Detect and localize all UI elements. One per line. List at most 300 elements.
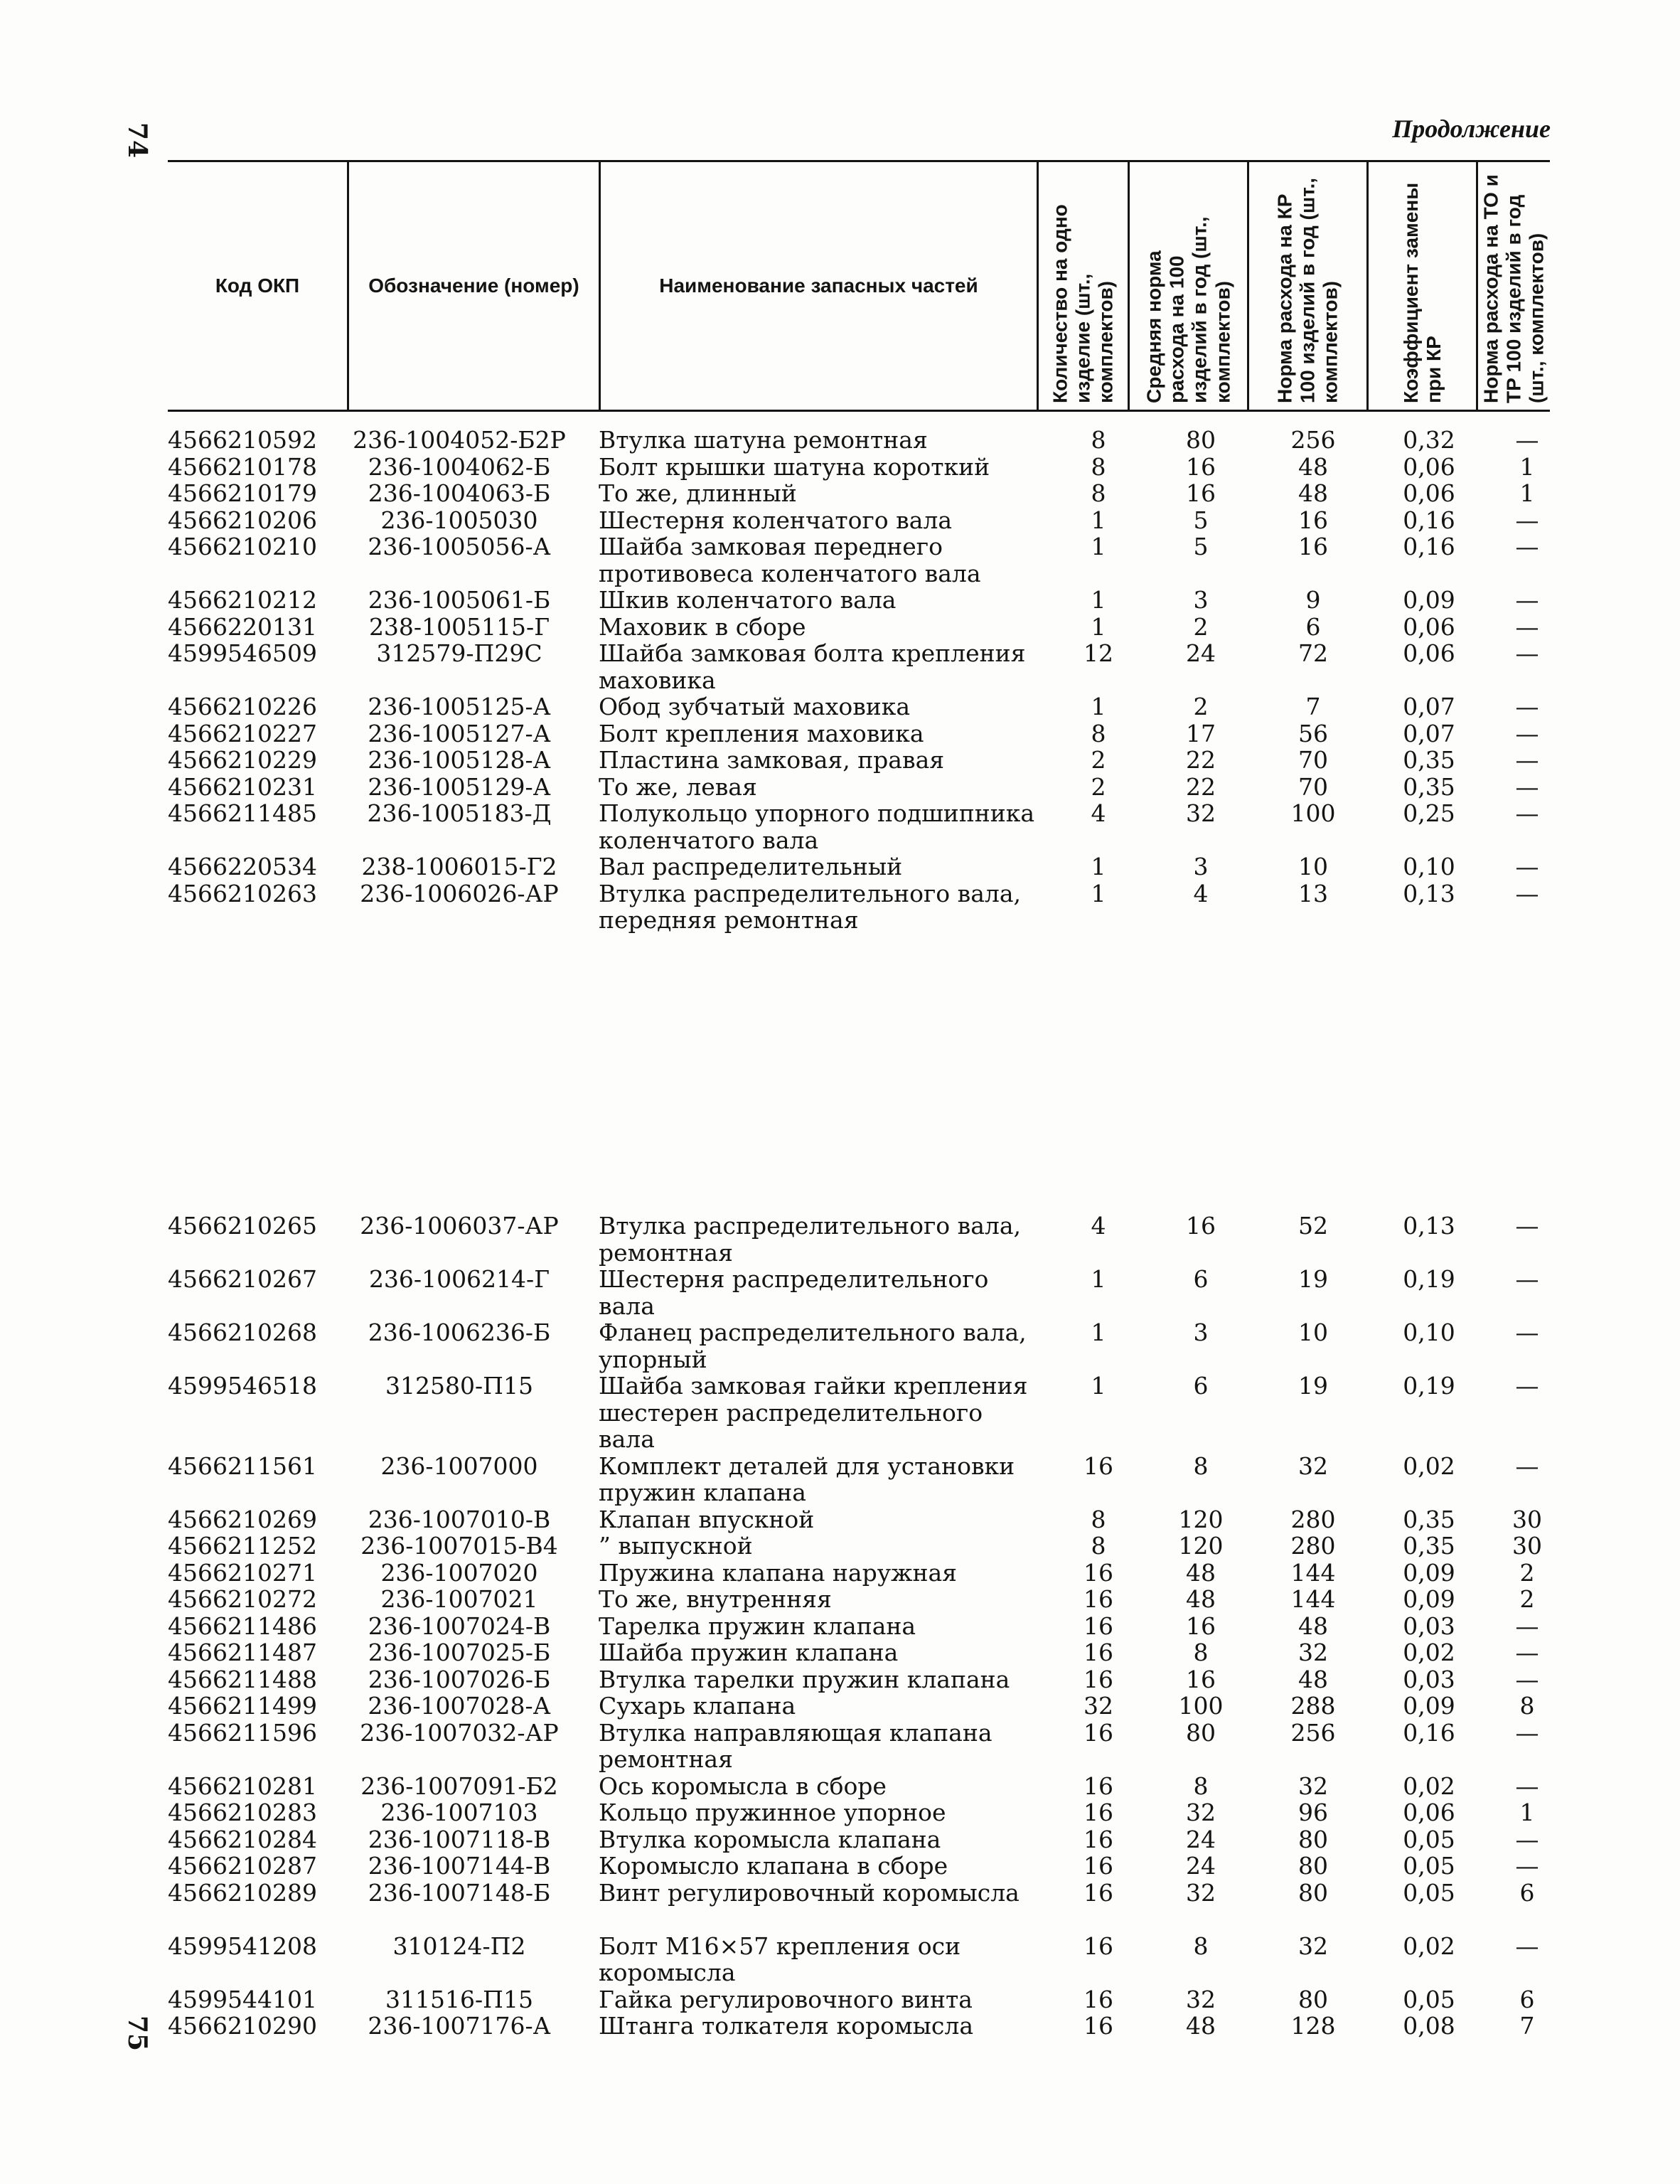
cell-avg: 3 <box>1193 1319 1209 1346</box>
cell-okp: 4566210281 <box>168 1772 317 1800</box>
cell-okp: 4566210289 <box>168 1878 317 1907</box>
cell-kr: 10 <box>1298 853 1328 880</box>
cell-designation: 236-1007176-А <box>368 2012 551 2040</box>
cell-name: Пружина клапана наружная <box>599 1558 957 1587</box>
cell-okp: 4566210226 <box>168 693 317 720</box>
cell-okp: 4599541208 <box>168 1932 317 1960</box>
cell-kr: 256 <box>1290 1718 1336 1747</box>
cell-name: Шайба пружин клапана <box>599 1639 899 1666</box>
cell-avg: 22 <box>1186 746 1216 774</box>
cell-avg: 32 <box>1186 799 1216 827</box>
cell-avg: 5 <box>1193 533 1209 560</box>
cell-qty: 1 <box>1091 506 1106 534</box>
cell-to: 2 <box>1519 1558 1535 1587</box>
cell-kr: 6 <box>1305 612 1321 641</box>
cell-coef: 0,19 <box>1403 1265 1455 1293</box>
cell-designation: 238-1005115-Г <box>368 612 550 641</box>
cell-okp: 4599544101 <box>168 1985 317 2013</box>
cell-name: Кольцо пружинное упорное <box>599 1799 946 1826</box>
header-norm-kr <box>1247 162 1366 410</box>
cell-to: — <box>1515 1265 1539 1293</box>
header-okp <box>168 162 347 410</box>
cell-okp: 4566210271 <box>168 1558 317 1587</box>
cell-avg: 8 <box>1193 1639 1209 1666</box>
cell-to: — <box>1515 426 1539 454</box>
cell-okp: 4566210212 <box>168 586 317 614</box>
cell-avg: 16 <box>1186 1612 1216 1640</box>
cell-designation: 236-1006236-Б <box>368 1319 551 1346</box>
cell-name: Шайба замковая гайки крепления шестерен распределительного вала <box>599 1372 1028 1453</box>
cell-qty: 16 <box>1084 1585 1113 1613</box>
cell-okp: 4566211252 <box>168 1532 317 1560</box>
header-avg-norm-label: Средняя норма расхода на 100 изделий в год (шт., комплектов) <box>1143 216 1234 403</box>
cell-name: Комплект деталей для установки пружин клапана <box>599 1451 1015 1506</box>
cell-kr: 16 <box>1298 506 1328 534</box>
header-coef-label: Коэффициент замены при КР <box>1399 182 1445 403</box>
cell-to: — <box>1515 586 1539 614</box>
cell-qty: 16 <box>1084 1878 1113 1907</box>
cell-avg: 16 <box>1186 1665 1216 1693</box>
cell-qty: 1 <box>1091 612 1106 641</box>
cell-avg: 100 <box>1178 1692 1224 1720</box>
cell-coef: 0,19 <box>1403 1372 1455 1400</box>
cell-kr: 9 <box>1305 586 1321 614</box>
cell-designation: 236-1007091-Б2 <box>360 1772 558 1800</box>
cell-kr: 48 <box>1298 1612 1328 1640</box>
cell-to: 30 <box>1512 1532 1542 1560</box>
cell-name: Полукольцо упорного подшипника коленчатого вала <box>599 799 1035 854</box>
cell-to: 1 <box>1519 1799 1535 1826</box>
cell-to: — <box>1515 533 1539 560</box>
cell-kr: 13 <box>1298 879 1328 907</box>
cell-avg: 2 <box>1193 612 1209 641</box>
cell-name: То же, длинный <box>599 479 797 507</box>
cell-kr: 7 <box>1305 693 1321 720</box>
cell-coef: 0,09 <box>1403 1692 1455 1720</box>
cell-name: Тарелка пружин клапана <box>599 1612 916 1640</box>
cell-name: То же, внутренняя <box>599 1585 832 1613</box>
cell-qty: 12 <box>1084 639 1113 667</box>
cell-designation: 238-1006015-Г2 <box>361 853 557 880</box>
cell-avg: 24 <box>1186 639 1216 667</box>
cell-kr: 80 <box>1298 1825 1328 1853</box>
cell-name: Пластина замковая, правая <box>599 746 945 774</box>
cell-qty: 16 <box>1084 1558 1113 1587</box>
cell-avg: 8 <box>1193 1451 1209 1480</box>
cell-kr: 80 <box>1298 1985 1328 2013</box>
cell-kr: 80 <box>1298 1852 1328 1880</box>
cell-designation: 311516-П15 <box>385 1985 533 2013</box>
cell-designation: 236-1005061-Б <box>368 586 551 614</box>
cell-to: — <box>1515 746 1539 774</box>
header-qty <box>1037 162 1128 410</box>
cell-avg: 4 <box>1193 879 1209 907</box>
cell-kr: 19 <box>1298 1265 1328 1293</box>
cell-coef: 0,16 <box>1403 533 1455 560</box>
cell-qty: 16 <box>1084 1639 1113 1666</box>
cell-coef: 0,09 <box>1403 1585 1455 1613</box>
cell-to: — <box>1515 799 1539 827</box>
cell-designation: 312580-П15 <box>385 1372 533 1400</box>
cell-okp: 4566210267 <box>168 1265 317 1293</box>
cell-coef: 0,13 <box>1403 879 1455 907</box>
cell-designation: 236-1007144-В <box>368 1852 551 1880</box>
cell-avg: 3 <box>1193 586 1209 614</box>
cell-kr: 56 <box>1298 719 1328 747</box>
cell-to: — <box>1515 1451 1539 1480</box>
cell-name: Втулка направляющая клапана ремонтная <box>599 1718 993 1773</box>
cell-kr: 10 <box>1298 1319 1328 1346</box>
cell-designation: 236-1007020 <box>380 1558 538 1587</box>
cell-coef: 0,06 <box>1403 612 1455 641</box>
cell-okp: 4566210272 <box>168 1585 317 1613</box>
cell-kr: 19 <box>1298 1372 1328 1400</box>
cell-qty: 8 <box>1091 719 1106 747</box>
cell-avg: 3 <box>1193 853 1209 880</box>
cell-qty: 8 <box>1091 1505 1106 1533</box>
cell-designation: 236-1005127-А <box>368 719 551 747</box>
cell-kr: 70 <box>1298 746 1328 774</box>
cell-kr: 280 <box>1290 1505 1336 1533</box>
header-designation <box>347 162 599 410</box>
cell-avg: 8 <box>1193 1932 1209 1960</box>
cell-qty: 1 <box>1091 1265 1106 1293</box>
cell-to: — <box>1515 1319 1539 1346</box>
cell-avg: 5 <box>1193 506 1209 534</box>
cell-designation: 236-1007148-Б <box>368 1878 551 1907</box>
cell-kr: 48 <box>1298 452 1328 481</box>
cell-okp: 4566210178 <box>168 452 317 481</box>
cell-kr: 32 <box>1298 1932 1328 1960</box>
cell-qty: 1 <box>1091 1372 1106 1400</box>
cell-to: 1 <box>1519 452 1535 481</box>
cell-coef: 0,08 <box>1403 2012 1455 2040</box>
cell-to: — <box>1515 612 1539 641</box>
cell-okp: 4566210268 <box>168 1319 317 1346</box>
cell-name: Болт крышки шатуна короткий <box>599 452 990 481</box>
cell-okp: 4566211487 <box>168 1639 317 1666</box>
cell-qty: 1 <box>1091 853 1106 880</box>
cell-name: Шкив коленчатого вала <box>599 586 897 614</box>
cell-okp: 4566211485 <box>168 799 317 827</box>
cell-designation: 236-1007000 <box>380 1451 538 1480</box>
cell-to: — <box>1515 1825 1539 1853</box>
cell-avg: 16 <box>1186 1212 1216 1240</box>
cell-to: — <box>1515 639 1539 667</box>
header-okp-label: Код ОКП <box>215 274 300 297</box>
cell-okp: 4566210284 <box>168 1825 317 1853</box>
cell-avg: 32 <box>1186 1985 1216 2013</box>
cell-coef: 0,10 <box>1403 1319 1455 1346</box>
cell-okp: 4566211486 <box>168 1612 317 1640</box>
cell-to: — <box>1515 1372 1539 1400</box>
cell-designation: 236-1007024-В <box>368 1612 551 1640</box>
cell-designation: 236-1004063-Б <box>368 479 551 507</box>
cell-okp: 4566210263 <box>168 879 317 907</box>
cell-avg: 48 <box>1186 2012 1216 2040</box>
cell-kr: 48 <box>1298 1665 1328 1693</box>
cell-kr: 288 <box>1290 1692 1336 1720</box>
cell-name: Шайба замковая болта крепления маховика <box>599 639 1026 694</box>
cell-to: — <box>1515 1612 1539 1640</box>
cell-kr: 144 <box>1290 1585 1336 1613</box>
cell-to: 30 <box>1512 1505 1542 1533</box>
cell-coef: 0,09 <box>1403 586 1455 614</box>
cell-avg: 48 <box>1186 1558 1216 1587</box>
cell-qty: 16 <box>1084 1612 1113 1640</box>
cell-qty: 4 <box>1091 799 1106 827</box>
cell-to: 6 <box>1519 1985 1535 2013</box>
cell-coef: 0,02 <box>1403 1451 1455 1480</box>
cell-coef: 0,02 <box>1403 1639 1455 1666</box>
cell-name: Сухарь клапана <box>599 1692 796 1720</box>
cell-okp: 4566210179 <box>168 479 317 507</box>
cell-designation: 236-1006026-АР <box>360 879 559 907</box>
cell-coef: 0,35 <box>1403 746 1455 774</box>
cell-qty: 32 <box>1084 1692 1113 1720</box>
cell-avg: 80 <box>1186 1718 1216 1747</box>
cell-name: Болт крепления маховика <box>599 719 924 747</box>
cell-designation: 236-1004062-Б <box>368 452 551 481</box>
cell-coef: 0,02 <box>1403 1932 1455 1960</box>
cell-coef: 0,05 <box>1403 1878 1455 1907</box>
cell-coef: 0,07 <box>1403 693 1455 720</box>
cell-name: Шестерня коленчатого вала <box>599 506 953 534</box>
cell-designation: 310124-П2 <box>392 1932 526 1960</box>
cell-coef: 0,05 <box>1403 1825 1455 1853</box>
cell-name: Клапан впускной <box>599 1505 815 1533</box>
cell-name: Вал распределительный <box>599 853 903 880</box>
cell-designation: 236-1007118-В <box>368 1825 551 1853</box>
cell-okp: 4599546509 <box>168 639 317 667</box>
cell-designation: 312579-П29С <box>376 639 542 667</box>
header-norm-kr-label: Норма расхода на КР 100 изделий в год (шт., комплектов) <box>1273 177 1342 403</box>
cell-coef: 0,06 <box>1403 479 1455 507</box>
cell-to: — <box>1515 1718 1539 1747</box>
cell-okp: 4566210231 <box>168 772 317 801</box>
cell-kr: 32 <box>1298 1639 1328 1666</box>
cell-qty: 1 <box>1091 879 1106 907</box>
cell-designation: 236-1007103 <box>380 1799 538 1826</box>
cell-to: 1 <box>1519 479 1535 507</box>
cell-avg: 120 <box>1178 1505 1224 1533</box>
cell-to: — <box>1515 1852 1539 1880</box>
page-number-bottom: 75 <box>122 2015 153 2052</box>
cell-name: Втулка шатуна ремонтная <box>599 426 928 454</box>
cell-qty: 2 <box>1091 746 1106 774</box>
cell-avg: 2 <box>1193 693 1209 720</box>
cell-okp: 4566210227 <box>168 719 317 747</box>
cell-to: — <box>1515 1932 1539 1960</box>
cell-qty: 16 <box>1084 1985 1113 2013</box>
cell-to: — <box>1515 853 1539 880</box>
cell-avg: 16 <box>1186 452 1216 481</box>
cell-to: — <box>1515 1212 1539 1240</box>
cell-coef: 0,03 <box>1403 1612 1455 1640</box>
cell-qty: 16 <box>1084 1852 1113 1880</box>
cell-name: Втулка распределительного вала, ремонтная <box>599 1212 1022 1267</box>
header-name <box>599 162 1037 410</box>
cell-avg: 32 <box>1186 1878 1216 1907</box>
cell-avg: 22 <box>1186 772 1216 801</box>
cell-avg: 17 <box>1186 719 1216 747</box>
cell-okp: 4599546518 <box>168 1372 317 1400</box>
cell-designation: 236-1004052-Б2Р <box>353 426 566 454</box>
cell-designation: 236-1007015-В4 <box>360 1532 558 1560</box>
cell-to: 6 <box>1519 1878 1535 1907</box>
cell-okp: 4566210229 <box>168 746 317 774</box>
cell-designation: 236-1005030 <box>380 506 538 534</box>
cell-qty: 8 <box>1091 479 1106 507</box>
cell-kr: 280 <box>1290 1532 1336 1560</box>
cell-qty: 16 <box>1084 1772 1113 1800</box>
cell-qty: 8 <box>1091 452 1106 481</box>
cell-kr: 32 <box>1298 1451 1328 1480</box>
cell-okp: 4566220534 <box>168 853 317 880</box>
cell-coef: 0,06 <box>1403 1799 1455 1826</box>
cell-designation: 236-1006214-Г <box>368 1265 550 1293</box>
cell-okp: 4566210265 <box>168 1212 317 1240</box>
cell-avg: 16 <box>1186 479 1216 507</box>
cell-to: — <box>1515 879 1539 907</box>
cell-kr: 100 <box>1290 799 1336 827</box>
cell-coef: 0,13 <box>1403 1212 1455 1240</box>
cell-designation: 236-1005128-А <box>368 746 551 774</box>
cell-qty: 1 <box>1091 533 1106 560</box>
cell-name: Гайка регулировочного винта <box>599 1985 973 2013</box>
cell-qty: 4 <box>1091 1212 1106 1240</box>
cell-to: — <box>1515 1772 1539 1800</box>
cell-okp: 4566210269 <box>168 1505 317 1533</box>
cell-designation: 236-1006037-АР <box>360 1212 559 1240</box>
cell-name: Болт М16×57 крепления оси коромысла <box>599 1932 961 1986</box>
cell-qty: 8 <box>1091 426 1106 454</box>
cell-coef: 0,35 <box>1403 1505 1455 1533</box>
cell-kr: 80 <box>1298 1878 1328 1907</box>
cell-name: Штанга толкателя коромысла <box>599 2012 974 2040</box>
cell-coef: 0,07 <box>1403 719 1455 747</box>
cell-kr: 48 <box>1298 479 1328 507</box>
cell-kr: 32 <box>1298 1772 1328 1800</box>
cell-designation: 236-1007032-АР <box>360 1718 559 1747</box>
cell-okp: 4566210283 <box>168 1799 317 1826</box>
header-norm-to <box>1476 162 1550 410</box>
cell-name: Обод зубчатый маховика <box>599 693 911 720</box>
cell-to: 8 <box>1519 1692 1535 1720</box>
cell-qty: 1 <box>1091 586 1106 614</box>
cell-designation: 236-1007010-В <box>368 1505 551 1533</box>
cell-okp: 4566211596 <box>168 1718 317 1747</box>
cell-coef: 0,03 <box>1403 1665 1455 1693</box>
cell-coef: 0,25 <box>1403 799 1455 827</box>
cell-coef: 0,16 <box>1403 1718 1455 1747</box>
cell-designation: 236-1005056-А <box>368 533 551 560</box>
cell-kr: 52 <box>1298 1212 1328 1240</box>
cell-to: — <box>1515 693 1539 720</box>
cell-okp: 4566210287 <box>168 1852 317 1880</box>
cell-coef: 0,09 <box>1403 1558 1455 1587</box>
cell-designation: 236-1007028-А <box>368 1692 551 1720</box>
cell-kr: 70 <box>1298 772 1328 801</box>
cell-name: То же, левая <box>599 772 757 801</box>
cell-designation: 236-1005129-А <box>368 772 551 801</box>
cell-kr: 96 <box>1298 1799 1328 1826</box>
cell-kr: 144 <box>1290 1558 1336 1587</box>
cell-qty: 16 <box>1084 1665 1113 1693</box>
cell-designation: 236-1005125-А <box>368 693 551 720</box>
cell-coef: 0,05 <box>1403 1985 1455 2013</box>
header-norm-to-label: Норма расхода на ТО и ТР 100 изделий в год (шт., комплектов) <box>1480 174 1548 403</box>
cell-coef: 0,06 <box>1403 452 1455 481</box>
continuation-label: Продолжение <box>1392 114 1551 143</box>
cell-to: — <box>1515 1639 1539 1666</box>
table-header <box>168 160 1550 412</box>
cell-avg: 120 <box>1178 1532 1224 1560</box>
cell-name: Ось коромысла в сборе <box>599 1772 887 1800</box>
page-number-top: 74 <box>122 122 153 159</box>
cell-name: Фланец распределительного вала, упорный <box>599 1319 1027 1373</box>
cell-avg: 32 <box>1186 1799 1216 1826</box>
cell-coef: 0,06 <box>1403 639 1455 667</box>
cell-coef: 0,35 <box>1403 772 1455 801</box>
cell-name: Шестерня распределительного вала <box>599 1265 989 1320</box>
cell-coef: 0,02 <box>1403 1772 1455 1800</box>
cell-qty: 16 <box>1084 1825 1113 1853</box>
header-name-label: Наименование запасных частей <box>659 274 978 297</box>
cell-to: — <box>1515 1665 1539 1693</box>
cell-designation: 236-1007025-Б <box>368 1639 551 1666</box>
cell-name: Втулка тарелки пружин клапана <box>599 1665 1010 1693</box>
cell-kr: 128 <box>1290 2012 1336 2040</box>
cell-designation: 236-1007021 <box>380 1585 538 1613</box>
cell-name: Втулка распределительного вала, передняя ремонтная <box>599 879 1022 934</box>
cell-name: ” выпускной <box>599 1532 753 1560</box>
cell-okp: 4566211561 <box>168 1451 317 1480</box>
cell-to: — <box>1515 719 1539 747</box>
header-designation-label: Обозначение (номер) <box>368 274 579 297</box>
cell-avg: 8 <box>1193 1772 1209 1800</box>
cell-coef: 0,32 <box>1403 426 1455 454</box>
cell-designation: 236-1005183-Д <box>367 799 552 827</box>
cell-name: Шайба замковая переднего противовеса коленчатого вала <box>599 533 981 587</box>
cell-kr: 72 <box>1298 639 1328 667</box>
cell-okp: 4566211499 <box>168 1692 317 1720</box>
cell-to: — <box>1515 506 1539 534</box>
cell-coef: 0,10 <box>1403 853 1455 880</box>
cell-to: 7 <box>1519 2012 1535 2040</box>
header-coef <box>1366 162 1476 410</box>
cell-coef: 0,16 <box>1403 506 1455 534</box>
cell-qty: 2 <box>1091 772 1106 801</box>
cell-qty: 8 <box>1091 1532 1106 1560</box>
cell-name: Коромысло клапана в сборе <box>599 1852 948 1880</box>
cell-name: Маховик в сборе <box>599 612 806 641</box>
cell-okp: 4566220131 <box>168 612 317 641</box>
cell-qty: 16 <box>1084 1799 1113 1826</box>
cell-okp: 4566210290 <box>168 2012 317 2040</box>
cell-designation: 236-1007026-Б <box>368 1665 551 1693</box>
cell-qty: 1 <box>1091 1319 1106 1346</box>
cell-coef: 0,35 <box>1403 1532 1455 1560</box>
cell-name: Втулка коромысла клапана <box>599 1825 941 1853</box>
cell-qty: 16 <box>1084 1932 1113 1960</box>
cell-qty: 1 <box>1091 693 1106 720</box>
header-qty-label: Количество на одно изделие (шт., комплектов) <box>1049 204 1117 403</box>
cell-okp: 4566210592 <box>168 426 317 454</box>
cell-to: 2 <box>1519 1585 1535 1613</box>
cell-coef: 0,05 <box>1403 1852 1455 1880</box>
cell-to: — <box>1515 772 1539 801</box>
